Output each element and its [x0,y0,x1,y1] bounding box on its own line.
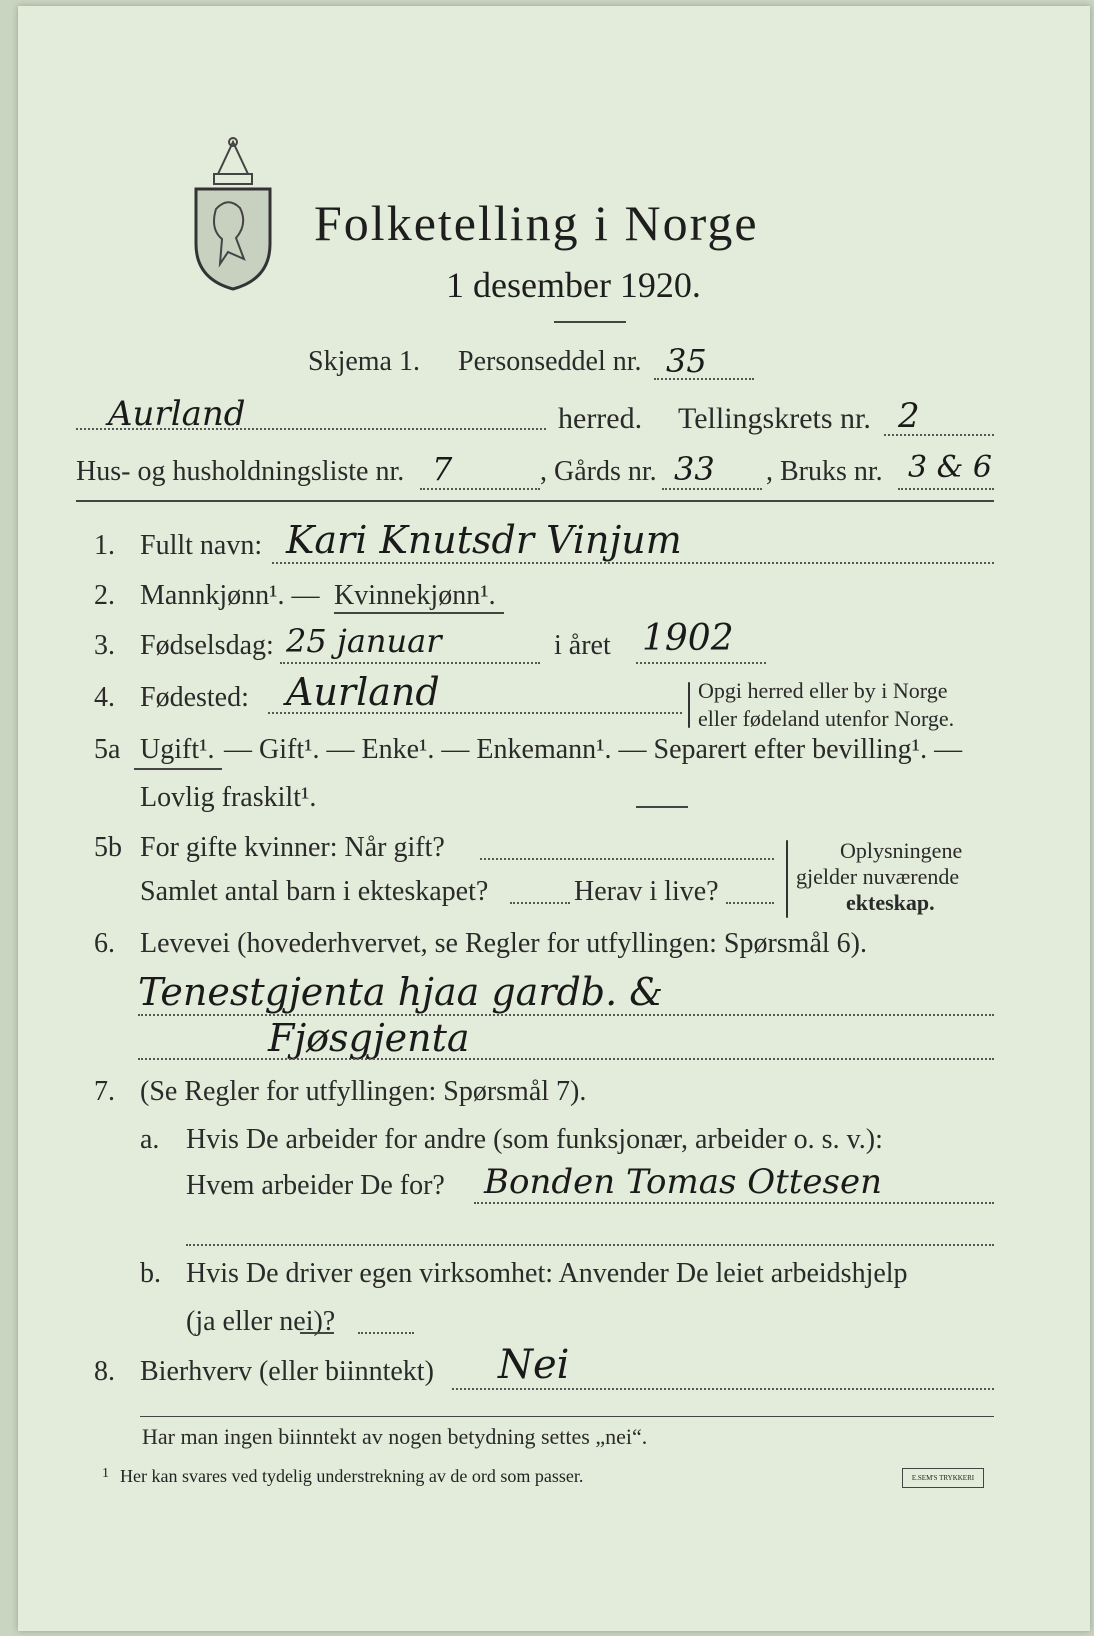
personseddel-line [654,378,754,380]
hired-help-label: (ja eller nei)? [186,1306,336,1337]
full-name-value[interactable]: Kari Knutsdr Vinjum [286,518,682,562]
marital-stroke [636,806,688,808]
marriage-note-1: Oplysningene [840,838,963,863]
married-when-label: For gifte kvinner: Når gift? [140,832,445,863]
q6-number: 6. [94,928,115,959]
q7b-number: b. [140,1258,161,1289]
birthday-value[interactable]: 25 januar [286,622,442,660]
q3-number: 3. [94,630,115,661]
gards-value[interactable]: 33 [674,450,715,488]
side-income-value[interactable]: Nei [498,1342,570,1388]
q1-number: 1. [94,530,115,561]
occupation-value-1[interactable]: Tenestgjenta hjaa gardb. & [138,970,664,1014]
q5a-number: 5a [94,734,121,765]
occupation-label: Levevei (hovederhvervet, se Regler for utfyllingen: Spørsmål 6). [140,928,867,959]
tellingskrets-value[interactable]: 2 [898,396,920,436]
husholdningsliste-value[interactable]: 7 [432,450,453,488]
husholdningsliste-label: Hus- og husholdningsliste nr. [76,456,405,487]
footer-note: Har man ingen biinntekt av nogen betydning settes „nei“. [142,1424,648,1449]
alive-label: Herav i live? [574,876,719,907]
footnote: Her kan svares ved tydelig understrekning av de ord som passer. [120,1466,584,1486]
marriage-note-brace [786,840,788,918]
header-divider [76,500,994,502]
q7-number: 7. [94,1076,115,1107]
full-name-label: Fullt navn: [140,530,263,561]
birthplace-label: Fødested: [140,682,249,713]
employer-line [474,1202,994,1204]
census-form [18,6,1090,1631]
footnote-number: 1 [102,1466,109,1481]
norway-coat-of-arms-icon [188,134,278,294]
birthday-label: Fødselsdag: [140,630,274,661]
marriage-note-3: ekteskap. [846,890,935,915]
marriage-note-2: gjelder nuværende [796,864,960,889]
employer-line-2 [186,1244,994,1246]
census-date: 1 desember 1920. [446,265,701,305]
herred-line [76,428,546,430]
herred-label: herred. [558,402,643,435]
kvinnekjonn-option[interactable]: Kvinnekjønn¹. [334,580,496,611]
occupation-line-1 [138,1014,994,1016]
skjema-prefix: Skjema 1. [308,346,420,377]
q7a-number: a. [140,1124,160,1155]
gards-line [662,488,762,490]
birth-year-label: i året [554,630,611,661]
q7-label: (Se Regler for utfyllingen: Spørsmål 7). [140,1076,587,1107]
q5b-number: 5b [94,832,122,863]
personseddel-label: Personseddel nr. [458,346,642,377]
birthplace-note-brace [688,682,690,728]
gards-label: , Gårds nr. [540,456,657,487]
married-when-line[interactable] [480,858,774,860]
children-line[interactable] [510,902,570,904]
ugift-underline [134,768,222,770]
kvinnekjonn-underline [334,612,504,614]
birthday-line [280,662,540,664]
side-income-label: Bierhverv (eller biinntekt) [140,1356,434,1387]
lovlig-fraskilt-option[interactable]: Lovlig fraskilt¹. [140,782,317,813]
tellingskrets-line [884,434,994,436]
children-label: Samlet antal barn i ekteskapet? [140,876,489,907]
employer-label: Hvem arbeider De for? [186,1170,445,1201]
form-title: Folketelling i Norge [314,195,759,251]
title-divider [554,321,626,323]
q8-number: 8. [94,1356,115,1387]
nei-underline [300,1332,334,1334]
occupation-value-2[interactable]: Fjøsgjenta [268,1016,470,1060]
birth-year-value[interactable]: 1902 [642,618,734,659]
bruks-value[interactable]: 3 & 6 [908,450,992,485]
footer-divider [140,1416,994,1417]
tellingskrets-label: Tellingskrets nr. [678,402,871,435]
q7a-label: Hvis De arbeider for andre (som funksjonær, arbeider o. s. v.): [186,1124,883,1155]
occupation-line-2 [138,1058,994,1060]
side-income-line [452,1388,994,1390]
birth-year-line [636,662,766,664]
birthplace-note-1: Opgi herred eller by i Norge [698,678,948,703]
q7b-label: Hvis De driver egen virksomhet: Anvender De leiet arbeidshjelp [186,1258,908,1289]
marital-options[interactable]: — Gift¹. — Enke¹. — Enkemann¹. — Separert efter bevilling¹. — [224,734,963,765]
birthplace-line [268,712,682,714]
mannkjonn-option[interactable]: Mannkjønn¹. — [140,580,320,611]
printer-stamp: E.SEM'S TRYKKERI [902,1468,984,1488]
personseddel-value[interactable]: 35 [666,342,707,380]
birthplace-note-2: eller fødeland utenfor Norge. [698,706,955,731]
bruks-line [898,488,994,490]
hired-help-line[interactable] [358,1332,414,1334]
birthplace-value[interactable]: Aurland [286,670,440,714]
full-name-line [272,562,994,564]
q2-number: 2. [94,580,115,611]
ugift-option[interactable]: Ugift¹. [140,734,215,765]
employer-value[interactable]: Bonden Tomas Ottesen [484,1162,883,1202]
herred-value[interactable]: Aurland [108,394,246,434]
alive-line[interactable] [726,902,774,904]
husholdningsliste-line [420,488,540,490]
bruks-label: , Bruks nr. [766,456,883,487]
q4-number: 4. [94,682,115,713]
